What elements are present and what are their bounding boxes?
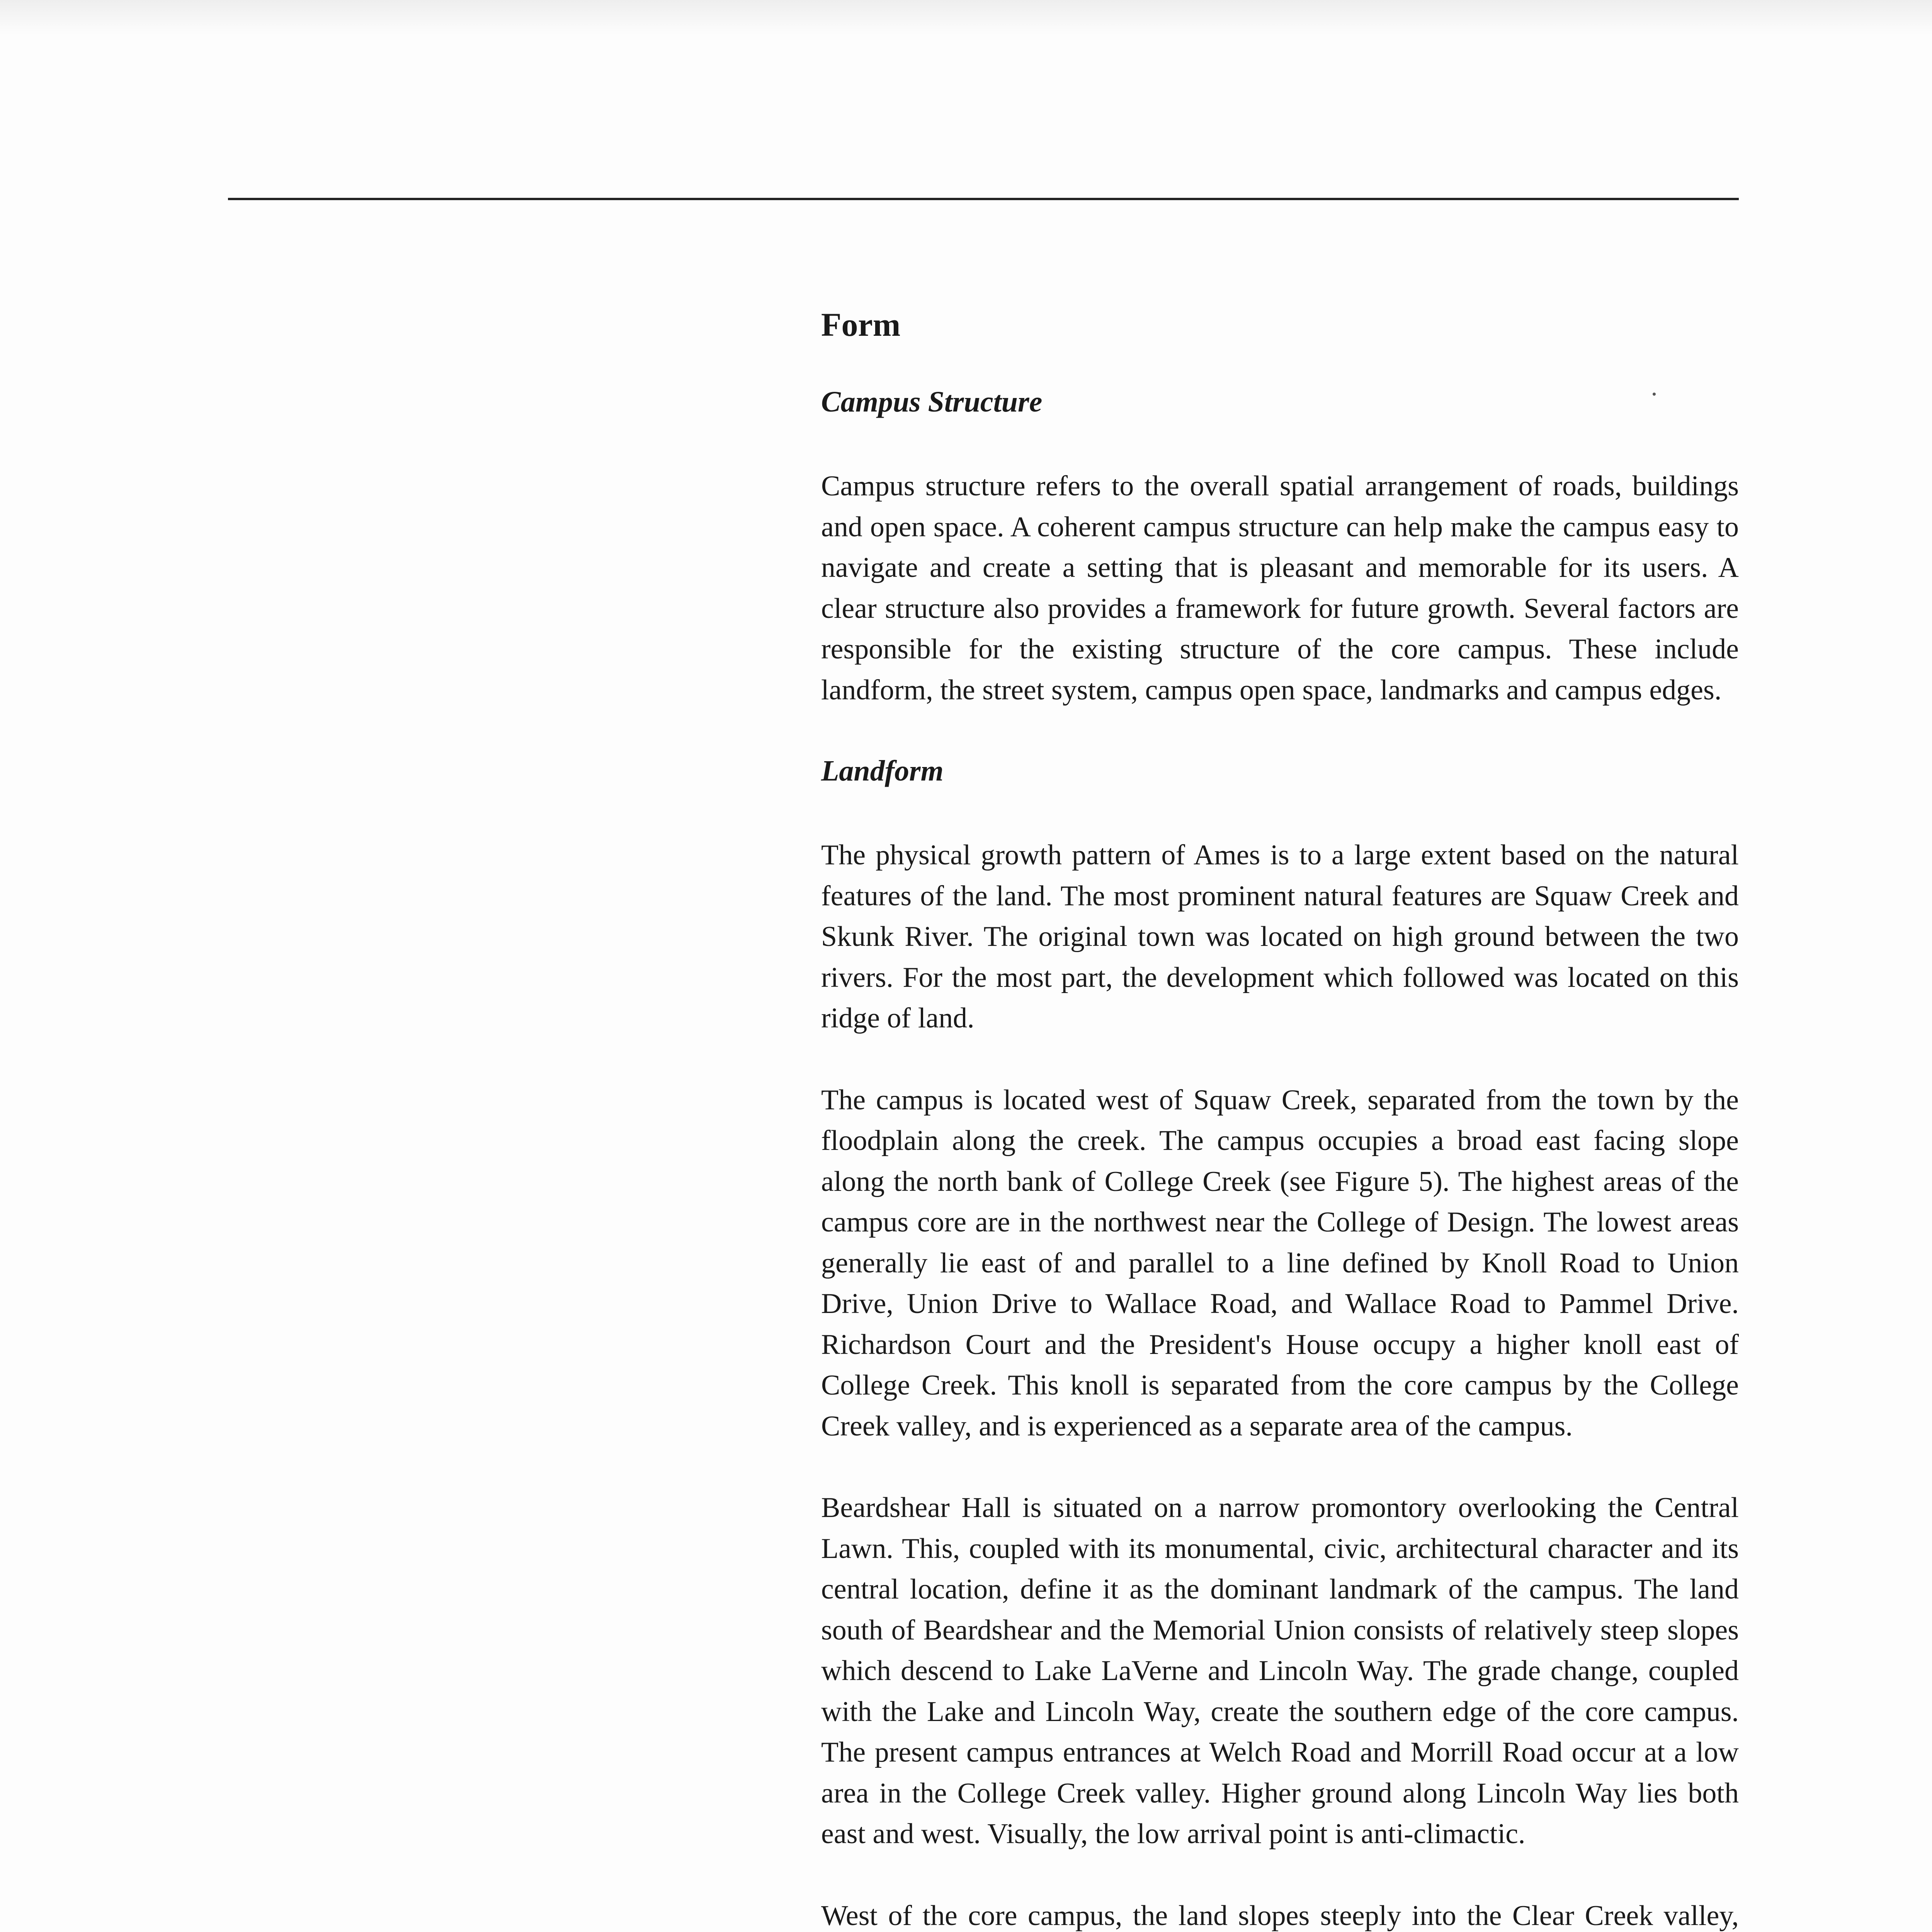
campus-structure-section (821, 383, 1739, 711)
section-heading: Form (821, 306, 901, 343)
landform-paragraph-3: Beardshear Hall is situated on a narrow promontory overlooking the Central Lawn. This, coupled with its monumental, civic, architectural character and its central location, define it as the dominant landmark of the campus. The land south of Beardshear and the Memorial Union consists of relatively steep slopes which descend to Lake LaVerne and Lincoln Way. The grade change, coupled with the Lake and Lincoln Way, create the southern edge of the core campus. The present campus entrances at Welch Road and Morrill Road occur at a low area in the College Creek valley. Higher ground along Lincoln Way lies both east and west. Visually, the low arrival point is anti-climactic. (821, 1492, 1739, 1850)
landform-paragraph-4: West of the core campus, the land slopes steeply into the Clear Creek valley, (821, 1900, 1739, 1932)
page-content (821, 305, 1739, 1932)
campus-structure-paragraph: Campus structure refers to the overall spatial arrangement of roads, buildings and open space. A coherent campus structure can help make the campus easy to navigate and create a setting that is pleasant and memorable for its users. A clear structure also provides a framework for future growth. Several factors are responsible for the existing structure of the core campus. These include landform, the street system, campus open space, landmarks and campus edges. (821, 470, 1739, 706)
top-rule (228, 198, 1739, 200)
landform-paragraph-1: The physical growth pattern of Ames is to a large extent based on the natural features of the land. The most prominent natural features are Squaw Creek and Skunk River. The original town was located on high ground between the two rivers. For the most part, the development which followed was located on this ridge of land. (821, 839, 1739, 1034)
landform-section (821, 752, 1739, 1932)
landform-subheading: Landform (821, 755, 944, 787)
campus-structure-subheading: Campus Structure (821, 386, 1043, 418)
landform-paragraph-2: The campus is located west of Squaw Creek, separated from the town by the floodplain along the creek. The campus occupies a broad east facing slope along the north bank of College Creek (see Figure 5). The highest areas of the campus core are in the northwest near the College of Design. The lowest areas generally lie east of and parallel to a line defined by Knoll Road to Union Drive, Union Drive to Wallace Road, and Wallace Road to Pammel Drive. Richardson Court and the President's House occupy a higher knoll east of College Creek. This knoll is separated from the core campus by the College Creek valley, and is experienced as a separate area of the campus. (821, 1084, 1739, 1442)
scan-edge-shadow (0, 0, 1932, 35)
